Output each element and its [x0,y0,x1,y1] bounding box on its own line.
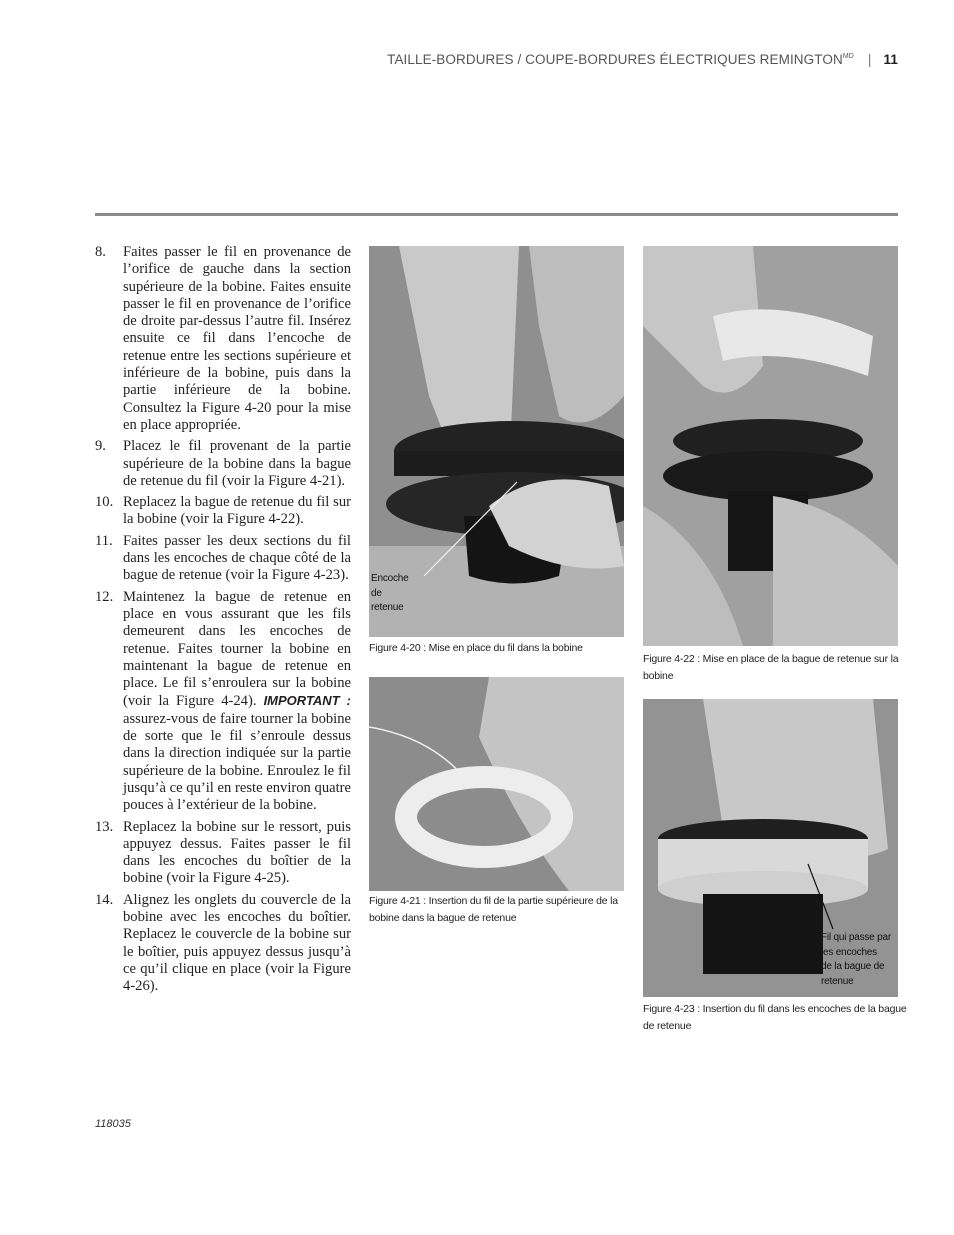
figure-4-20-callout: Encoche de retenue [371,573,409,613]
figure-4-22-caption: Figure 4-22 : Mise en place de la bague de retenue sur la bobine [643,653,899,682]
header-rule [95,213,898,216]
running-header [387,52,898,67]
figure-4-23-caption: Figure 4-23 : Insertion du fil dans les encoches de la bague de retenue [643,1003,907,1032]
figure-4-21-photo [369,677,624,891]
header-trademark: MD [842,53,854,60]
figure-4-21-caption: Figure 4-21 : Insertion du fil de la partie supérieure de la bobine dans la bague de retenue [369,895,618,924]
step-10: 10. Replacez la bague de retenue du fil sur la bobine (voir la Figure 4-22). [95,494,351,528]
header-title: TAILLE-BORDURES / COUPE-BORDURES ÉLECTRIQUES REMINGTON [387,52,843,67]
step-14: 14. Alignez les onglets du couvercle de la bobine avec les encoches du boîtier. Replacez le couvercle de la bobine sur le boîtier, puis appuyez dessus jusqu’à ce qu’il clique en place (voir la Figure 4-26). [95,891,351,995]
header-separator: | [867,52,872,67]
step-11: 11. Faites passer les deux sections du fil dans les encoches de chaque côté de la bague de retenue (voir la Figure 4-23). [95,532,351,584]
page-number: 11 [883,52,898,67]
document-number: 118035 [95,1118,131,1130]
step-12: 12. Maintenez la bague de retenue en place en vous assurant que les fils demeurent dans les encoches de retenue. Faites tourner la bobine en maintenant la bague de retenue en place. Le fil s’enroulera sur la bobine (voir la Figure 4-24). IMPORTANT : assurez-vous de faire tourner la bobine de sorte que le fil s’enroule dessus dans la direction indiquée sur la partie supérieure de la bobine. Enroulez le fil jusqu’à ce qu’il en reste environ quatre pouces à l’extérieur de la bobine. [95,588,351,814]
figure-4-23-callout: Fil qui passe par les encoches de la bague de retenue [821,932,891,987]
figure-4-22-photo [643,246,898,646]
step-13: 13. Replacez la bobine sur le ressort, puis appuyez dessus. Faites passer le fil dans les encoches du boîtier de la bobine (voir la Figure 4-25). [95,818,351,887]
figure-4-20-caption: Figure 4-20 : Mise en place du fil dans la bobine [369,642,583,654]
step-9: 9. Placez le fil provenant de la partie supérieure de la bobine dans la bague de retenue du fil (voir la Figure 4-21). [95,438,351,489]
important-label: IMPORTANT : [263,693,351,709]
instruction-steps [95,244,351,999]
step-8: 8. Faites passer le fil en provenance de l’orifice de gauche dans la section supérieure de la bobine. Faites ensuite passer le fil en provenance de l’orifice de droite par-dessus l’autre fil. Insérez ensuite ce fil dans l’encoche de retenue entre les sections supérieure et inférieure de la bobine, puis dans la partie inférieure de la bobine. Consultez la Figure 4-20 pour la mise en place appropriée. [95,244,351,433]
